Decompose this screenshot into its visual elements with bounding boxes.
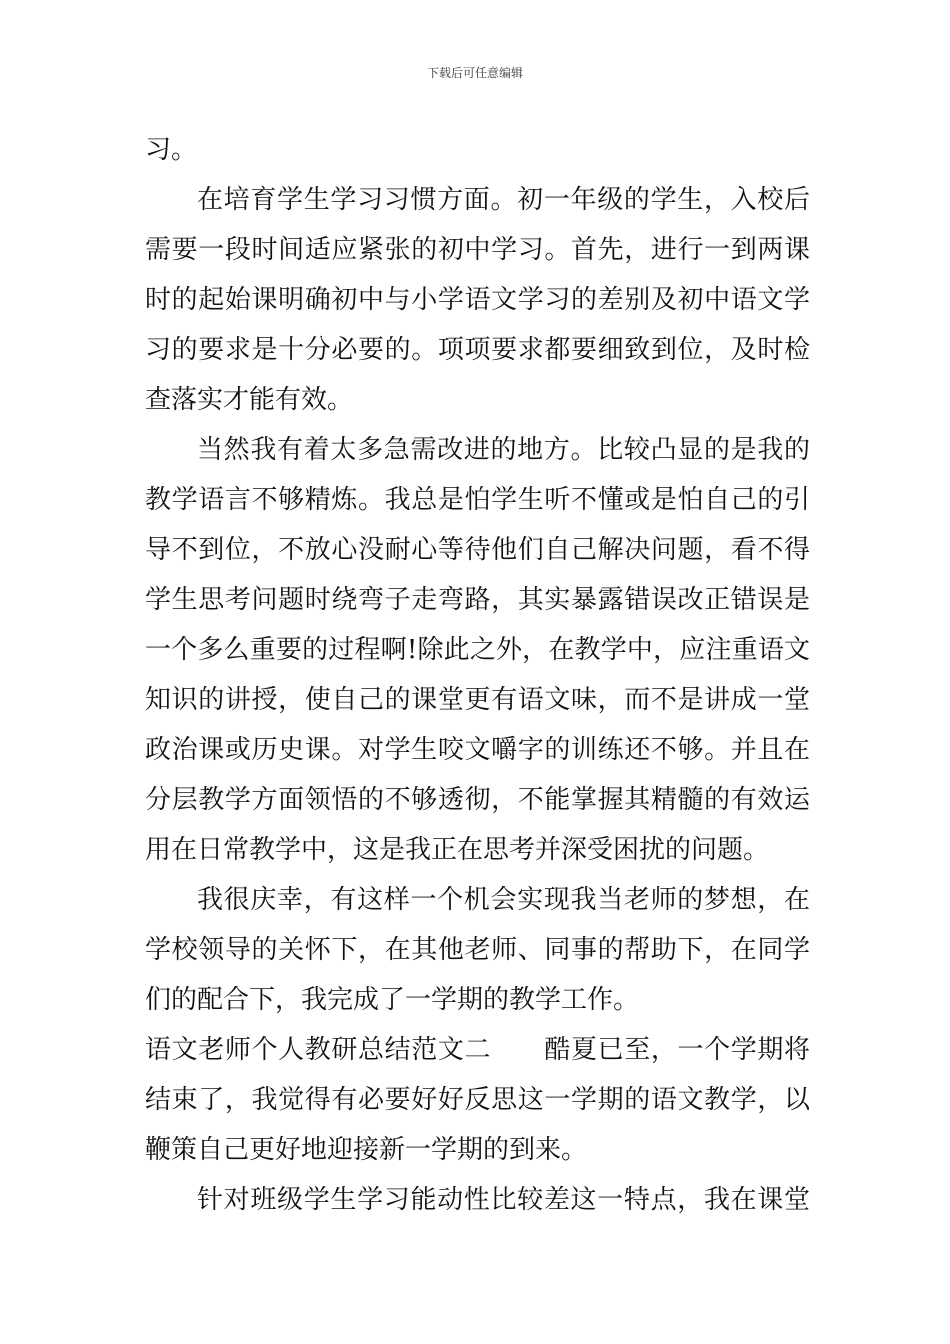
text-line: 习。 — [145, 135, 198, 165]
text-line: 在培育学生学习习惯方面。初一年级的学生，入校后 — [197, 185, 810, 215]
text-line: 我很庆幸，有这样一个机会实现我当老师的梦想，在 — [197, 885, 810, 915]
text-line: 时的起始课明确初中与小学语文学习的差别及初中语文学 — [145, 285, 810, 315]
text-line: 当然我有着太多急需改进的地方。比较凸显的是我的 — [197, 435, 810, 465]
text-line: 鞭策自己更好地迎接新一学期的到来。 — [145, 1135, 588, 1165]
text-line: 结束了，我觉得有必要好好反思这一学期的语文教学，以 — [145, 1085, 810, 1115]
text-line: 政治课或历史课。对学生咬文嚼字的训练还不够。并且在 — [145, 735, 810, 765]
page-header: 下载后可任意编辑 — [426, 66, 523, 80]
text-line: 学生思考问题时绕弯子走弯路，其实暴露错误改正错误是 — [145, 585, 810, 615]
text-line: 导不到位，不放心没耐心等待他们自己解决问题，看不得 — [145, 535, 810, 565]
text-line: 学校领导的关怀下，在其他老师、同事的帮助下，在同学 — [145, 935, 810, 965]
text-line: 分层教学方面领悟的不够透彻，不能掌握其精髓的有效运 — [145, 785, 810, 815]
text-line: 用在日常教学中，这是我正在思考并深受困扰的问题。 — [145, 835, 770, 865]
text-line: 们的配合下，我完成了一学期的教学工作。 — [145, 985, 640, 1015]
text-line: 习的要求是十分必要的。项项要求都要细致到位，及时检 — [145, 335, 810, 365]
section-title-line: 语文老师个人教研总结范文二 酷夏已至，一个学期将 — [145, 1035, 810, 1065]
text-line: 一个多么重要的过程啊!除此之外，在教学中，应注重语文 — [145, 635, 810, 665]
text-line: 需要一段时间适应紧张的初中学习。首先，进行一到两课 — [145, 235, 810, 265]
text-line: 知识的讲授，使自己的课堂更有语文味，而不是讲成一堂 — [145, 685, 810, 715]
text-line: 针对班级学生学习能动性比较差这一特点，我在课堂 — [197, 1185, 810, 1215]
text-line: 查落实才能有效。 — [145, 385, 354, 415]
text-line: 教学语言不够精炼。我总是怕学生听不懂或是怕自己的引 — [145, 485, 810, 515]
